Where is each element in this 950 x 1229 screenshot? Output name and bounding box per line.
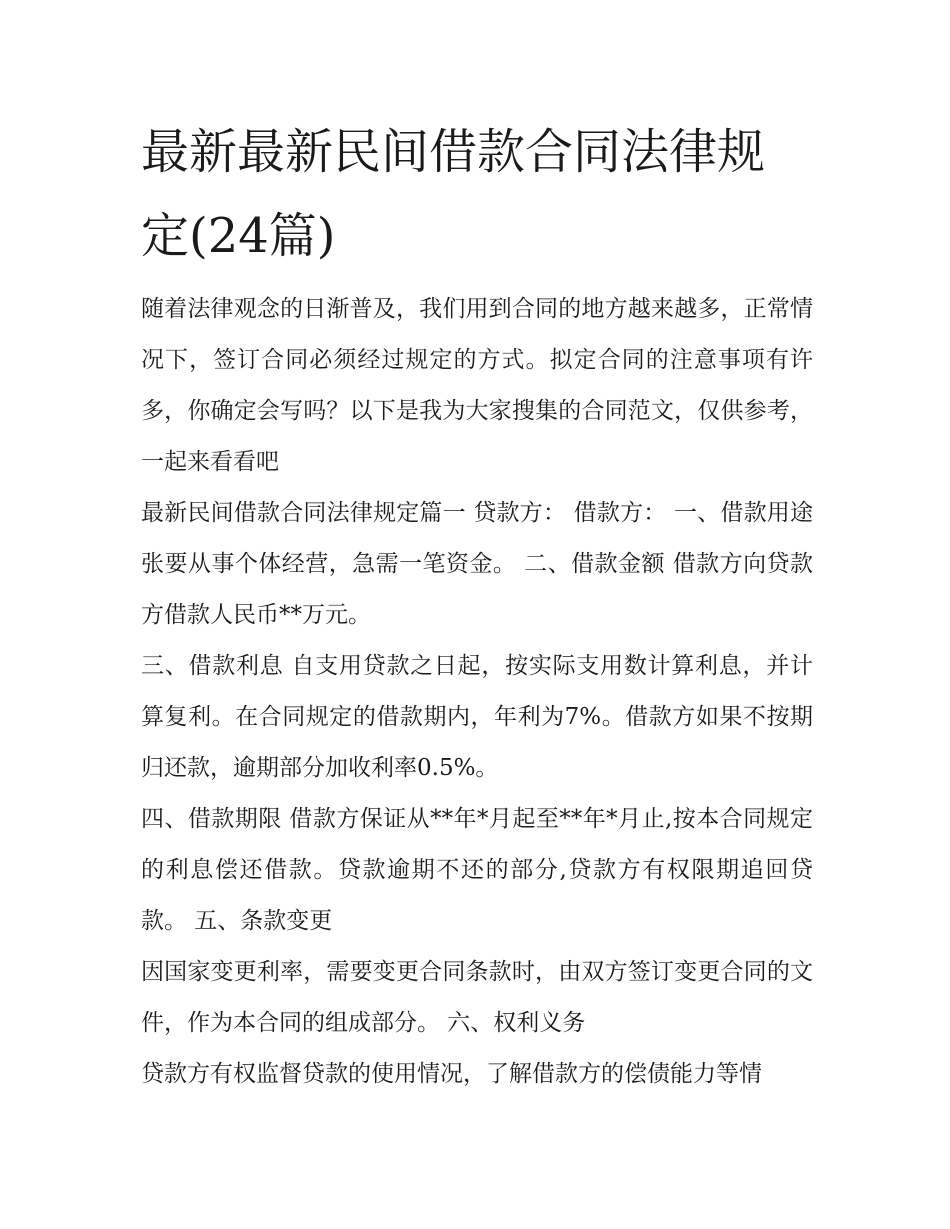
intro-paragraph: 随着法律观念的日渐普及，我们用到合同的地方越来越多，正常情况下，签订合同必须经过规定的方式。拟定合同的注意事项有许多，你确定会写吗？以下是我为大家搜集的合同范文，仅供参考，一起来看看吧: [141, 296, 813, 475]
contract-paragraph-interest: 三、借款利息 自支用贷款之日起，按实际支用数计算利息，并计算复利。在合同规定的借款期内，年利为7%。借款方如果不按期归还款，逾期部分加收利率0.5%。: [141, 653, 813, 781]
contract-paragraph-changes: 因国家变更利率，需要变更合同条款时，由双方签订变更合同的文件，作为本合同的组成部分。 六、权利义务: [141, 959, 813, 1036]
contract-paragraph-term: 四、借款期限 借款方保证从**年*月起至**年*月止,按本合同规定的利息偿还借款。贷款逾期不还的部分,贷款方有权限期追回贷款。 五、条款变更: [141, 806, 813, 934]
document-page: [141, 110, 813, 1100]
contract-paragraph-rights: 贷款方有权监督贷款的使用情况，了解借款方的偿债能力等情: [141, 1061, 762, 1087]
contract-paragraph-loan-purpose: 最新民间借款合同法律规定篇一 贷款方： 借款方： 一、借款用途 张要从事个体经营，急需一笔资金。 二、借款金额 借款方向贷款方借款人民币**万元。: [141, 500, 813, 628]
document-title: 最新最新民间借款合同法律规定(24篇): [141, 124, 766, 264]
